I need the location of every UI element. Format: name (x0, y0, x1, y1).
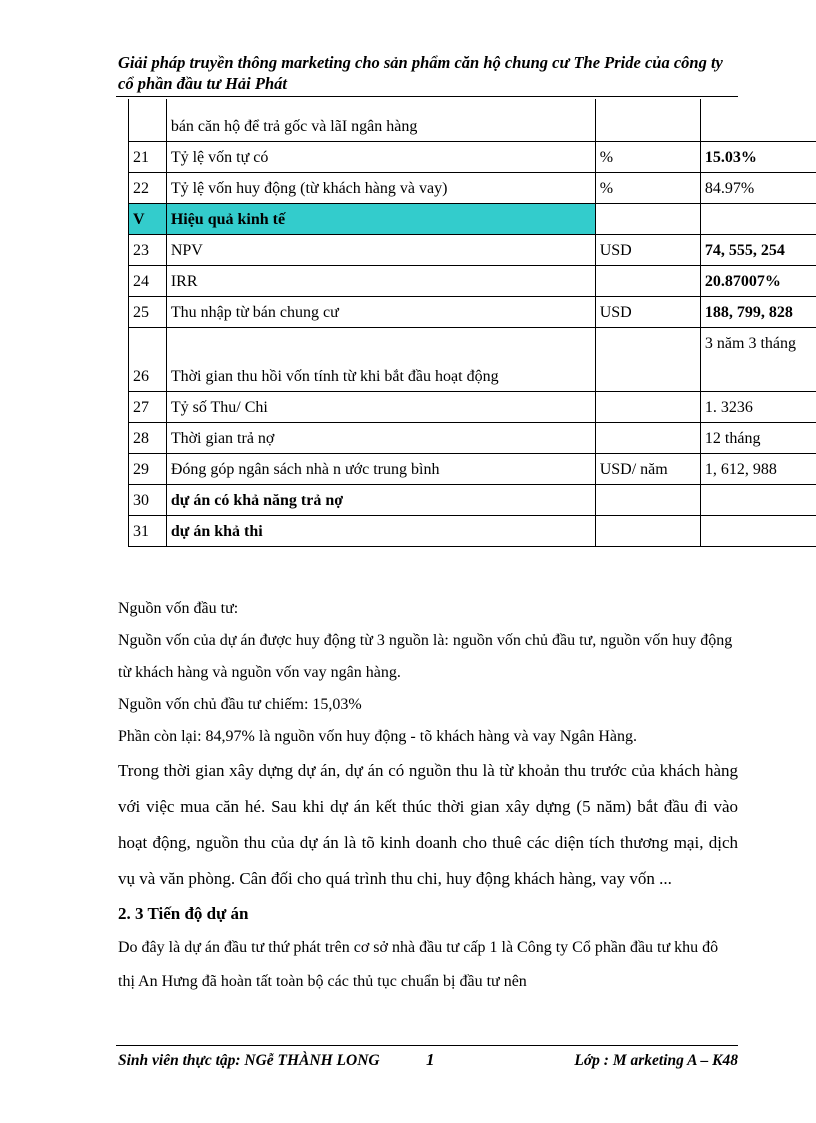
table-row (129, 422, 816, 453)
row-value: 15.03% (700, 141, 816, 172)
row-unit: USD (595, 296, 700, 327)
row-number: 25 (129, 296, 167, 327)
table-row (129, 296, 816, 327)
paragraph: Trong thời gian xây dựng dự án, dự án có nguồn thu là từ khoản thu trước của khách hàng với việc mua căn hé. Sau khi dự án kết thúc thời gian xây dựng (5 năm) bắt đầu đi vào hoạt động, nguồn thu của dự án là tõ kinh doanh cho thuê các diện tích thương mại, dịch vụ và văn phòng. Cân đối cho quá trình thu chi, huy động khách hàng, vay vốn ... (118, 761, 738, 888)
table-row (129, 391, 816, 422)
row-unit (595, 391, 700, 422)
row-unit (595, 515, 700, 546)
row-number: 22 (129, 172, 167, 203)
row-number: 31 (129, 515, 167, 546)
table-row (129, 234, 816, 265)
section-heading: 2. 3 Tiến độ dự án (118, 904, 249, 923)
row-unit (595, 327, 700, 391)
paragraph: Nguồn vốn đầu tư: (118, 600, 239, 617)
table-row (129, 99, 816, 141)
row-name: Tỷ lệ vốn huy động (từ khách hàng và vay) (166, 172, 595, 203)
table-row (129, 484, 816, 515)
project-summary-table (128, 99, 816, 547)
row-unit: USD/ năm (595, 453, 700, 484)
section-title: Hiệu quả kinh tế (166, 203, 595, 234)
row-value: 12 tháng (700, 422, 816, 453)
table-row (129, 265, 816, 296)
row-value: 20.87007% (700, 265, 816, 296)
page-number: 1 (426, 1050, 435, 1069)
paragraph: Nguồn vốn của dự án được huy động từ 3 nguồn là: nguồn vốn chủ đầu tư, nguồn vốn huy động từ khách hàng và nguồn vốn vay ngân hàng. (118, 632, 733, 681)
row-number: 27 (129, 391, 167, 422)
row-name: Thời gian trả nợ (166, 422, 595, 453)
footer-student: Sinh viên thực tập: NGễ THÀNH LONG (118, 1052, 380, 1069)
row-name: Tỷ lệ vốn tự có (166, 141, 595, 172)
row-name: Đóng góp ngân sách nhà n ước trung bình (166, 453, 595, 484)
row-value: 74, 555, 254 (700, 234, 816, 265)
header-divider (116, 96, 738, 97)
table-row (129, 327, 816, 391)
row-value: 84.97% (700, 172, 816, 203)
table-row (129, 515, 816, 546)
row-number: 28 (129, 422, 167, 453)
row-name: dự án khả thi (166, 515, 595, 546)
section-number: V (129, 203, 167, 234)
footer-divider (116, 1045, 738, 1046)
row-unit (595, 422, 700, 453)
row-number: 29 (129, 453, 167, 484)
footer-class: Lớp : M arketing A – K48 (574, 1052, 738, 1069)
page-header: Giải pháp truyền thông marketing cho sản phẩm căn hộ chung cư The Pride của công ty cổ phần đầu tư Hải Phát (118, 53, 723, 93)
row-unit (595, 203, 700, 234)
row-value: 1, 612, 988 (700, 453, 816, 484)
table-row (129, 172, 816, 203)
row-number: 21 (129, 141, 167, 172)
table-row (129, 141, 816, 172)
row-value: 3 năm 3 tháng (700, 327, 816, 391)
row-unit: USD (595, 234, 700, 265)
row-name: NPV (166, 234, 595, 265)
row-number: 23 (129, 234, 167, 265)
table-row (129, 453, 816, 484)
row-name: Thu nhập từ bán chung cư (166, 296, 595, 327)
row-unit (595, 265, 700, 296)
table-section-row (129, 203, 816, 234)
row-name: IRR (166, 265, 595, 296)
page-footer (118, 1052, 738, 1074)
body-text (118, 593, 738, 999)
row-value (700, 484, 816, 515)
row-number: 26 (129, 327, 167, 391)
paragraph: Nguồn vốn chủ đầu tư chiếm: 15,03% (118, 696, 362, 713)
row-unit (595, 99, 700, 141)
row-value (700, 515, 816, 546)
row-name: bán căn hộ để trả gốc và lãI ngân hàng (166, 99, 595, 141)
row-unit: % (595, 141, 700, 172)
row-number: 30 (129, 484, 167, 515)
paragraph: Do đây là dự án đầu tư thứ phát trên cơ sở nhà đầu tư cấp 1 là Công ty Cổ phần đầu tư khu đô thị An Hưng đã hoàn tất toàn bộ các thủ tục chuẩn bị đầu tư nên (118, 939, 719, 990)
row-unit (595, 484, 700, 515)
row-value (700, 99, 816, 141)
row-name: dự án có khả năng trả nợ (166, 484, 595, 515)
row-value: 188, 799, 828 (700, 296, 816, 327)
row-number: 24 (129, 265, 167, 296)
row-value (700, 203, 816, 234)
row-unit: % (595, 172, 700, 203)
row-value: 1. 3236 (700, 391, 816, 422)
paragraph: Phần còn lại: 84,97% là nguồn vốn huy động - tõ khách hàng và vay Ngân Hàng. (118, 728, 638, 745)
row-number (129, 99, 167, 141)
row-name: Thời gian thu hồi vốn tính từ khi bắt đầu hoạt động (166, 327, 595, 391)
row-name: Tỷ số Thu/ Chi (166, 391, 595, 422)
